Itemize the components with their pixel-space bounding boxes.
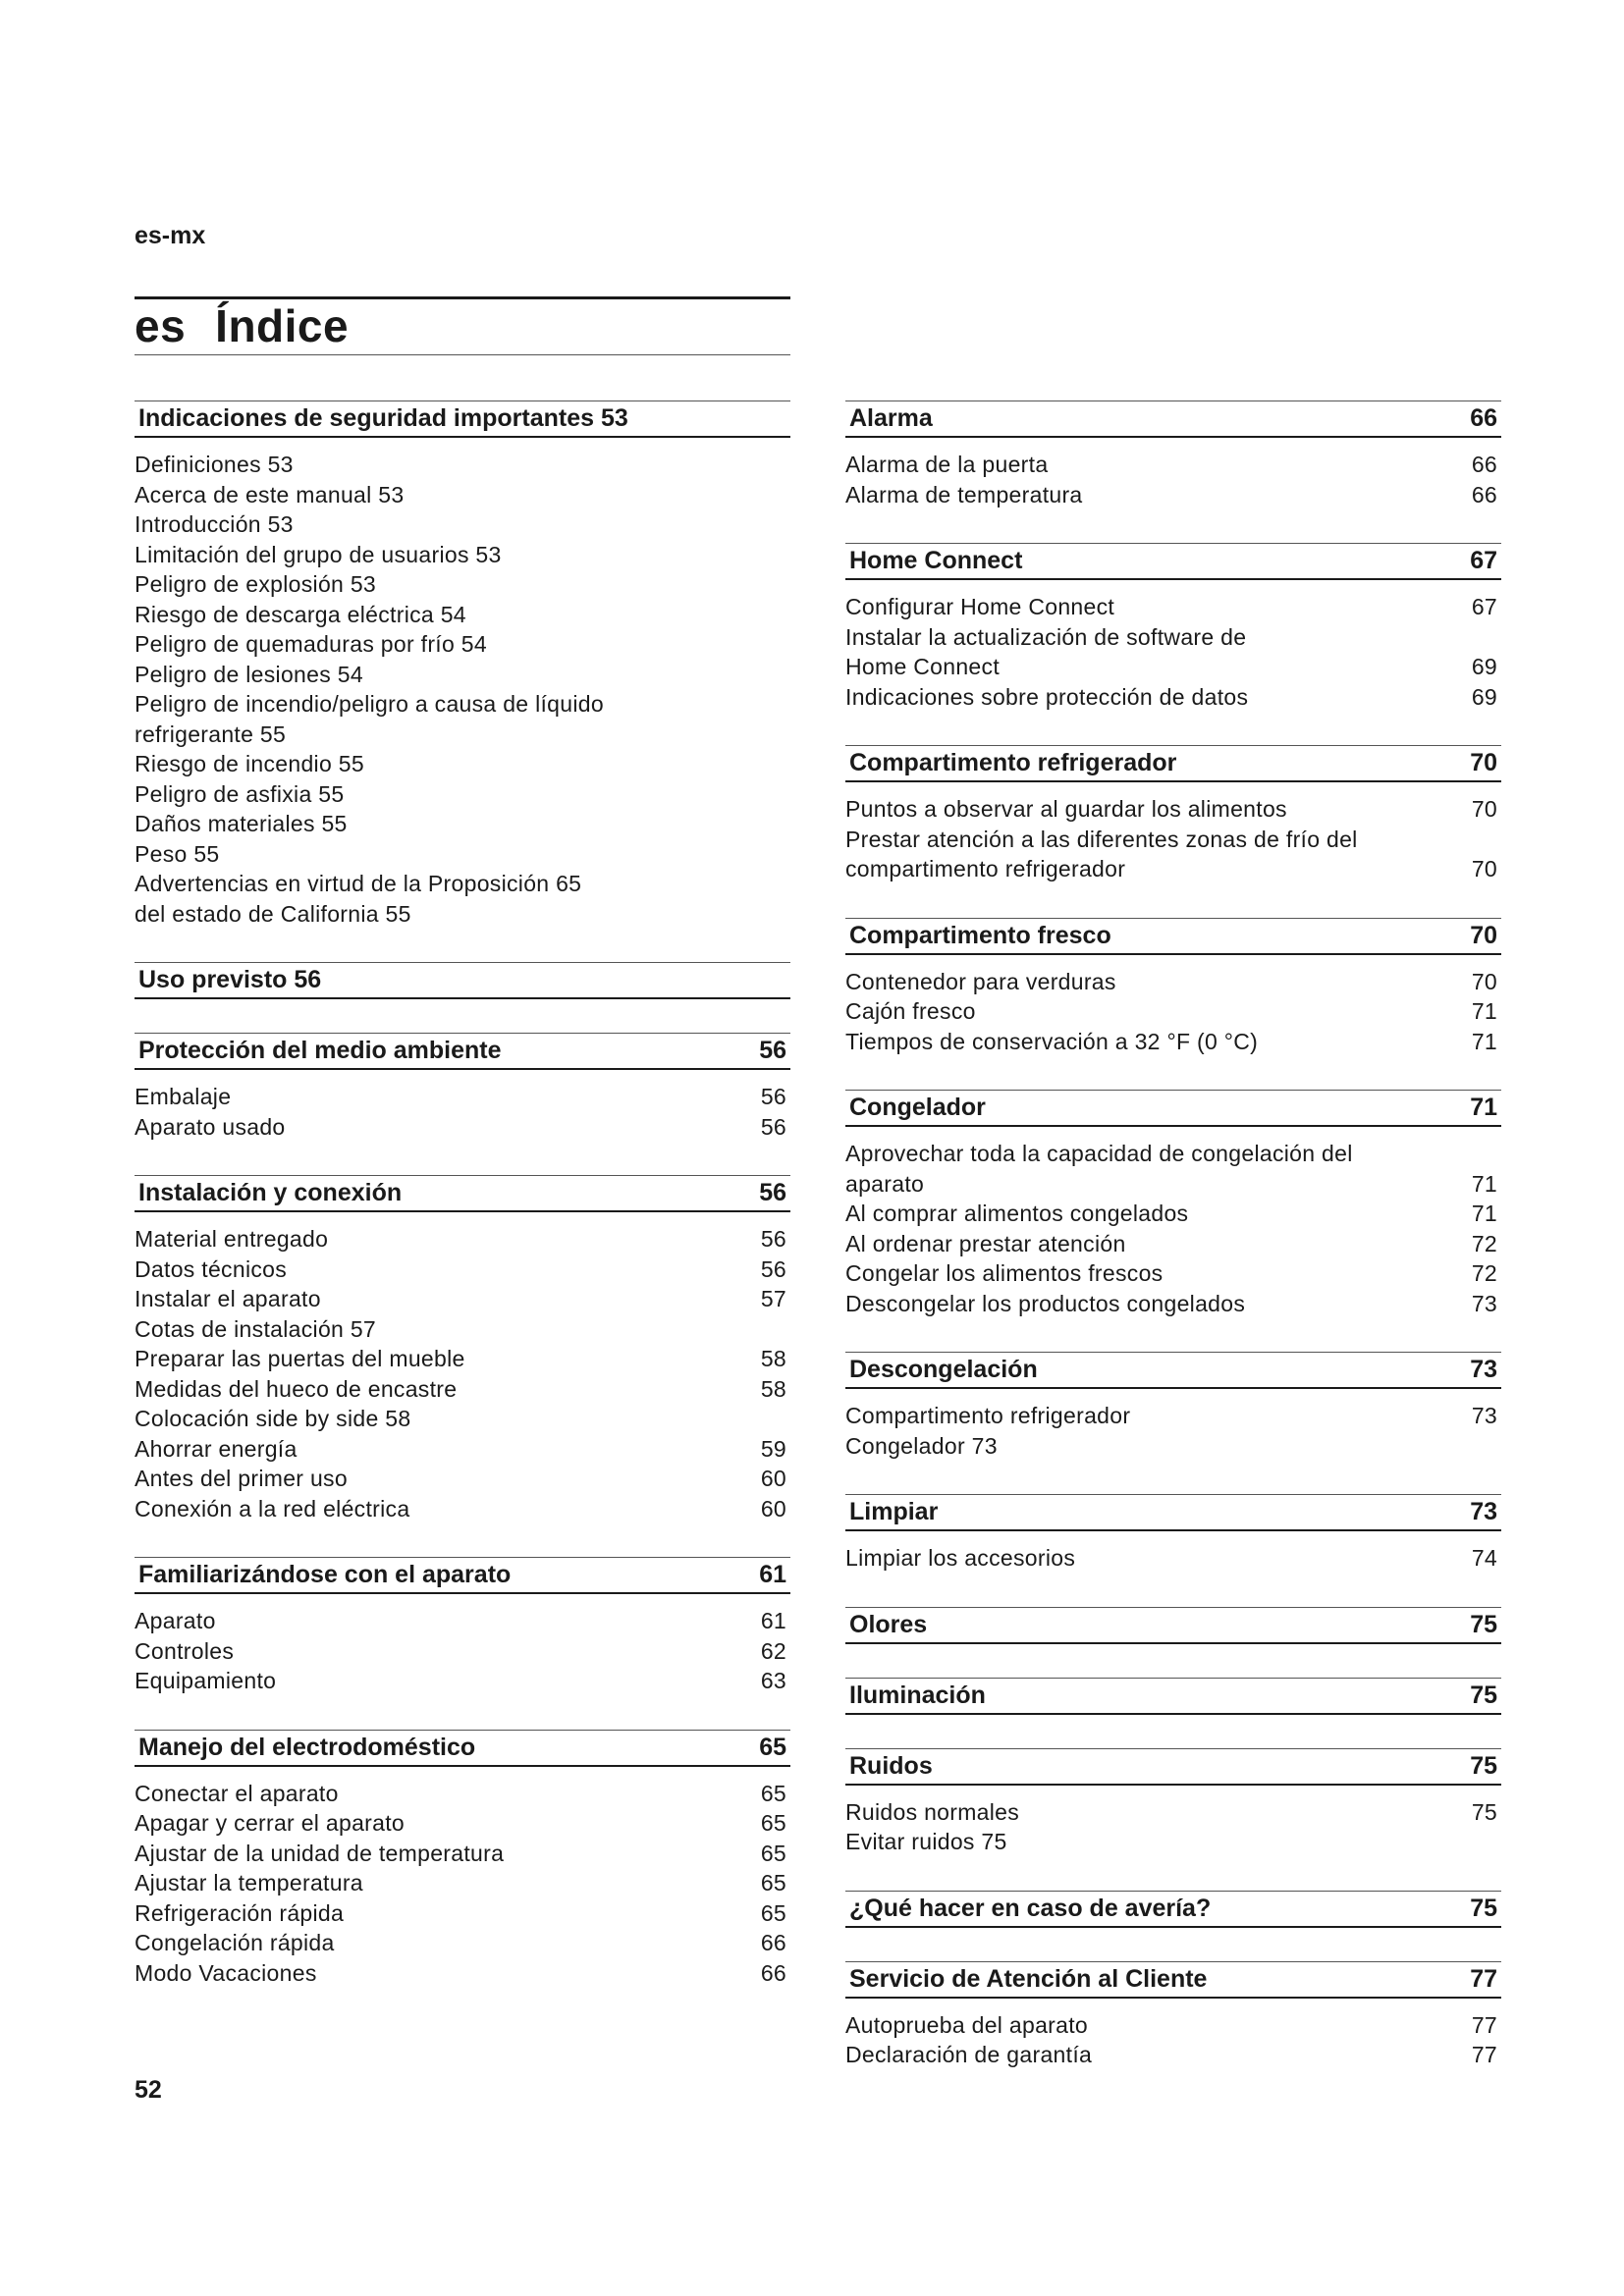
toc-entry[interactable] bbox=[135, 1958, 790, 1989]
entry-text: Peligro de asfixia 55 bbox=[135, 780, 345, 807]
toc-section-heading[interactable] bbox=[845, 1961, 1501, 1999]
toc-right-column bbox=[845, 400, 1501, 2104]
entry-page: 66 bbox=[760, 1959, 786, 1986]
entry-text: Colocación side by side 58 bbox=[135, 1406, 411, 1431]
entry-text: Apagar y cerrar el aparato bbox=[135, 1810, 405, 1836]
entry-text: Aparato bbox=[135, 1608, 216, 1633]
toc-entry[interactable] bbox=[845, 682, 1501, 713]
entry-page: 77 bbox=[1471, 2042, 1497, 2067]
toc-entry[interactable] bbox=[845, 1229, 1501, 1259]
toc-entry[interactable] bbox=[845, 2010, 1501, 2041]
toc-entry[interactable] bbox=[845, 622, 1501, 682]
entry-text: Datos técnicos bbox=[135, 1255, 288, 1282]
section-page: 77 bbox=[1470, 1964, 1497, 1993]
entry-page: 62 bbox=[760, 1637, 786, 1664]
section-title: Manejo del electrodoméstico bbox=[138, 1733, 476, 1761]
toc-section bbox=[135, 400, 790, 929]
toc-entry[interactable] bbox=[135, 1224, 790, 1255]
entry-text: Peligro de incendio/peligro a causa de líquido refrigerante 55 bbox=[135, 691, 604, 747]
entry-text: Introducción 53 bbox=[135, 511, 294, 537]
toc-section-heading[interactable] bbox=[845, 745, 1501, 782]
toc-section-heading[interactable] bbox=[845, 400, 1501, 438]
entry-text: Modo Vacaciones bbox=[135, 1959, 317, 1986]
entry-text: Limitación del grupo de usuarios 53 bbox=[135, 541, 502, 567]
entry-page: 58 bbox=[760, 1375, 786, 1402]
toc-entry[interactable] bbox=[135, 1779, 790, 1809]
toc-section-heading[interactable] bbox=[135, 1730, 790, 1767]
entry-text: Conectar el aparato bbox=[135, 1780, 339, 1806]
toc-section-heading[interactable] bbox=[845, 1748, 1501, 1786]
section-title: Olores bbox=[849, 1610, 928, 1638]
toc-section bbox=[135, 962, 790, 999]
entry-page: 56 bbox=[760, 1226, 786, 1252]
entry-page: 67 bbox=[1471, 594, 1497, 619]
section-page: 70 bbox=[1470, 749, 1497, 776]
entry-text: Equipamiento bbox=[135, 1668, 277, 1693]
toc-section bbox=[845, 1961, 1501, 2070]
toc-entry[interactable] bbox=[135, 509, 790, 540]
title-block bbox=[135, 296, 790, 355]
toc-section bbox=[845, 1494, 1501, 1574]
entry-text: Limpiar los accesorios bbox=[845, 1545, 1076, 1571]
entry-text: Refrigeración rápida bbox=[135, 1899, 345, 1926]
entry-page: 61 bbox=[760, 1608, 786, 1633]
section-title: Familiarizándose con el aparato bbox=[138, 1561, 512, 1588]
entry-text: Prestar atención a las diferentes zonas de frío del compartimento refrigerador bbox=[845, 826, 1358, 881]
toc-entry[interactable] bbox=[135, 1112, 790, 1143]
entry-text: Ahorrar energía bbox=[135, 1435, 298, 1462]
toc-entry[interactable] bbox=[845, 1289, 1501, 1319]
entry-page: 65 bbox=[760, 1870, 786, 1896]
entry-text: Aprovechar toda la capacidad de congelación del aparato bbox=[845, 1141, 1353, 1197]
entry-text: Material entregado bbox=[135, 1226, 329, 1252]
toc-entry[interactable] bbox=[135, 869, 790, 929]
entry-page: 71 bbox=[1471, 1028, 1497, 1054]
toc-section bbox=[845, 918, 1501, 1057]
toc-section bbox=[845, 1748, 1501, 1857]
toc-section bbox=[845, 1607, 1501, 1644]
entry-text: Evitar ruidos 75 bbox=[845, 1829, 1007, 1854]
toc-entry[interactable] bbox=[135, 689, 790, 749]
toc-entry[interactable] bbox=[135, 1868, 790, 1898]
section-title: Uso previsto 56 bbox=[138, 966, 322, 993]
toc-entry[interactable] bbox=[135, 629, 790, 660]
toc-section-heading[interactable] bbox=[845, 918, 1501, 955]
entry-text: Congelar los alimentos frescos bbox=[845, 1260, 1164, 1286]
entry-text: Cotas de instalación 57 bbox=[135, 1315, 376, 1342]
entry-text: Al ordenar prestar atención bbox=[845, 1230, 1126, 1256]
entry-page: 72 bbox=[1471, 1230, 1497, 1256]
section-title: ¿Qué hacer en caso de avería? bbox=[849, 1894, 1212, 1922]
entry-page: 65 bbox=[760, 1780, 786, 1806]
toc-entry[interactable] bbox=[135, 1082, 790, 1112]
toc-section-heading[interactable] bbox=[135, 1175, 790, 1212]
toc-section-heading[interactable] bbox=[135, 1033, 790, 1070]
section-title: Ruidos bbox=[849, 1751, 933, 1780]
section-title: Compartimento refrigerador bbox=[849, 749, 1177, 776]
toc-entry[interactable] bbox=[135, 779, 790, 810]
section-title: Iluminación bbox=[849, 1681, 986, 1709]
toc-left-column bbox=[135, 400, 790, 2021]
section-title: Home Connect bbox=[849, 547, 1023, 574]
entry-page: 72 bbox=[1471, 1260, 1497, 1286]
toc-entry[interactable] bbox=[845, 2040, 1501, 2070]
section-title: Alarma bbox=[849, 404, 933, 432]
toc-section-heading[interactable] bbox=[845, 1607, 1501, 1644]
toc-entry[interactable] bbox=[845, 450, 1501, 480]
toc-entry[interactable] bbox=[135, 1898, 790, 1929]
entry-text: Aparato usado bbox=[135, 1113, 286, 1140]
toc-entry-list bbox=[845, 1797, 1501, 1857]
toc-entry-list bbox=[845, 794, 1501, 884]
entry-page: 70 bbox=[1471, 796, 1497, 822]
entry-page: 73 bbox=[1471, 1290, 1497, 1316]
toc-entry[interactable] bbox=[845, 1139, 1501, 1199]
entry-text: Descongelar los productos congelados bbox=[845, 1290, 1246, 1316]
toc-entry[interactable] bbox=[135, 540, 790, 570]
toc-section bbox=[135, 1175, 790, 1523]
section-page: 75 bbox=[1470, 1751, 1497, 1780]
entry-text: Compartimento refrigerador bbox=[845, 1403, 1131, 1428]
section-title: Servicio de Atención al Cliente bbox=[849, 1964, 1208, 1993]
section-title: Congelador bbox=[849, 1094, 986, 1121]
entry-page: 71 bbox=[1471, 1201, 1497, 1226]
toc-entry[interactable] bbox=[135, 809, 790, 839]
entry-text: Daños materiales 55 bbox=[135, 811, 348, 836]
entry-page: 69 bbox=[1471, 654, 1497, 679]
entry-page: 70 bbox=[1471, 968, 1497, 994]
entry-page: 63 bbox=[760, 1668, 786, 1693]
toc-entry[interactable] bbox=[845, 1027, 1501, 1057]
entry-page: 56 bbox=[760, 1255, 786, 1282]
toc-entry[interactable] bbox=[845, 1543, 1501, 1574]
toc-entry[interactable] bbox=[845, 592, 1501, 622]
toc-entry[interactable] bbox=[845, 1827, 1501, 1857]
entry-text: Embalaje bbox=[135, 1084, 232, 1109]
toc-entry[interactable] bbox=[135, 480, 790, 510]
toc-entry-list bbox=[135, 1082, 790, 1142]
entry-page: 58 bbox=[760, 1346, 786, 1371]
entry-page: 74 bbox=[1471, 1545, 1497, 1571]
toc-entry[interactable] bbox=[135, 1494, 790, 1524]
toc-entry-list bbox=[845, 1401, 1501, 1461]
toc-section-heading[interactable] bbox=[845, 1494, 1501, 1531]
entry-text: Puntos a observar al guardar los alimentos bbox=[845, 796, 1287, 822]
entry-page: 65 bbox=[760, 1899, 786, 1926]
toc-entry[interactable] bbox=[135, 1839, 790, 1869]
section-page: 71 bbox=[1470, 1094, 1497, 1121]
section-title: Protección del medio ambiente bbox=[138, 1037, 502, 1064]
entry-text: Preparar las puertas del mueble bbox=[135, 1346, 465, 1371]
toc-section bbox=[135, 1557, 790, 1696]
section-title: Compartimento fresco bbox=[849, 921, 1111, 949]
section-page: 66 bbox=[1470, 404, 1497, 432]
entry-text: Alarma de la puerta bbox=[845, 452, 1049, 477]
toc-entry[interactable] bbox=[845, 825, 1501, 884]
toc-section-heading[interactable] bbox=[845, 1090, 1501, 1127]
entry-text: Peligro de explosión 53 bbox=[135, 571, 377, 597]
toc-entry-list bbox=[135, 450, 790, 929]
toc-entry-list bbox=[845, 2010, 1501, 2070]
entry-text: Controles bbox=[135, 1637, 235, 1664]
toc-entry[interactable] bbox=[135, 1434, 790, 1465]
toc-entry[interactable] bbox=[845, 967, 1501, 997]
section-page: 75 bbox=[1470, 1681, 1497, 1709]
toc-section-heading[interactable] bbox=[845, 1678, 1501, 1715]
toc-entry[interactable] bbox=[135, 1284, 790, 1314]
entry-page: 77 bbox=[1471, 2011, 1497, 2038]
entry-page: 71 bbox=[1471, 1170, 1497, 1197]
toc-section-heading[interactable] bbox=[135, 400, 790, 438]
section-page: 56 bbox=[759, 1179, 786, 1206]
entry-text: Indicaciones sobre protección de datos bbox=[845, 683, 1249, 710]
toc-entry[interactable] bbox=[845, 996, 1501, 1027]
entry-text: Al comprar alimentos congelados bbox=[845, 1201, 1189, 1226]
entry-text: Medidas del hueco de encastre bbox=[135, 1375, 458, 1402]
toc-entry[interactable] bbox=[135, 1636, 790, 1667]
toc-section bbox=[135, 1033, 790, 1142]
section-page: 56 bbox=[759, 1037, 786, 1064]
toc-section-heading[interactable] bbox=[135, 1557, 790, 1594]
entry-page: 66 bbox=[1471, 481, 1497, 507]
entry-page: 65 bbox=[760, 1810, 786, 1836]
entry-page: 66 bbox=[1471, 452, 1497, 477]
entry-page: 73 bbox=[1471, 1403, 1497, 1428]
toc-entry[interactable] bbox=[135, 1464, 790, 1494]
toc-entry[interactable] bbox=[135, 1808, 790, 1839]
entry-text: Instalar el aparato bbox=[135, 1286, 321, 1311]
entry-text: Conexión a la red eléctrica bbox=[135, 1495, 410, 1522]
toc-entry[interactable] bbox=[135, 1404, 790, 1434]
toc-section-heading[interactable] bbox=[845, 543, 1501, 580]
toc-entry-list bbox=[135, 1779, 790, 1989]
section-page: 75 bbox=[1470, 1610, 1497, 1638]
section-page: 70 bbox=[1470, 921, 1497, 949]
entry-page: 71 bbox=[1471, 998, 1497, 1024]
entry-text: Autoprueba del aparato bbox=[845, 2011, 1089, 2038]
entry-page: 60 bbox=[760, 1466, 786, 1491]
entry-text: Acerca de este manual 53 bbox=[135, 481, 405, 507]
entry-text: Antes del primer uso bbox=[135, 1466, 348, 1491]
entry-text: Instalar la actualización de software de Home Connect bbox=[845, 623, 1247, 679]
toc-section bbox=[845, 543, 1501, 712]
section-title: Indicaciones de seguridad importantes 53 bbox=[138, 404, 628, 432]
toc-section bbox=[845, 1678, 1501, 1715]
entry-page: 66 bbox=[760, 1930, 786, 1955]
toc-entry[interactable] bbox=[135, 450, 790, 480]
section-title: Instalación y conexión bbox=[138, 1179, 403, 1206]
toc-entry[interactable] bbox=[135, 660, 790, 690]
entry-text: Tiempos de conservación a 32 °F (0 °C) bbox=[845, 1028, 1259, 1054]
toc-section bbox=[845, 745, 1501, 884]
entry-text: Congelación rápida bbox=[135, 1930, 335, 1955]
section-page: 73 bbox=[1470, 1498, 1497, 1525]
toc-entry-list bbox=[845, 967, 1501, 1057]
entry-page: 60 bbox=[760, 1495, 786, 1522]
entry-text: Definiciones 53 bbox=[135, 452, 294, 477]
entry-page: 56 bbox=[760, 1084, 786, 1109]
section-page: 61 bbox=[759, 1561, 786, 1588]
toc-section bbox=[845, 1090, 1501, 1318]
toc-entry[interactable] bbox=[135, 1374, 790, 1405]
entry-text: Peligro de quemaduras por frío 54 bbox=[135, 631, 487, 657]
toc-section bbox=[845, 400, 1501, 509]
toc-section bbox=[135, 1730, 790, 1989]
toc-entry[interactable] bbox=[845, 1797, 1501, 1828]
title-text: Índice bbox=[215, 300, 350, 351]
toc-entry-list bbox=[135, 1606, 790, 1696]
entry-text: Riesgo de descarga eléctrica 54 bbox=[135, 601, 466, 627]
toc-section-heading[interactable] bbox=[135, 962, 790, 999]
toc-entry[interactable] bbox=[135, 1928, 790, 1958]
toc-entry-list bbox=[845, 592, 1501, 712]
toc-entry[interactable] bbox=[845, 794, 1501, 825]
toc-entry[interactable] bbox=[135, 749, 790, 779]
toc-entry[interactable] bbox=[845, 480, 1501, 510]
entry-text: Declaración de garantía bbox=[845, 2042, 1093, 2067]
toc-entry[interactable] bbox=[845, 1431, 1501, 1462]
section-title: Descongelación bbox=[849, 1356, 1038, 1383]
entry-text: Peligro de lesiones 54 bbox=[135, 661, 363, 687]
entry-page: 70 bbox=[1471, 856, 1497, 881]
toc-entry[interactable] bbox=[135, 839, 790, 870]
toc-entry[interactable] bbox=[135, 600, 790, 630]
entry-text: Cajón fresco bbox=[845, 998, 976, 1024]
toc-entry-list bbox=[845, 1543, 1501, 1574]
language-code: es-mx bbox=[135, 222, 206, 249]
toc-entry[interactable] bbox=[845, 1401, 1501, 1431]
section-title: Limpiar bbox=[849, 1498, 939, 1525]
entry-text: Configurar Home Connect bbox=[845, 594, 1115, 619]
entry-text: Ruidos normales bbox=[845, 1798, 1020, 1825]
entry-text: Ajustar de la unidad de temperatura bbox=[135, 1840, 505, 1866]
entry-text: Contenedor para verduras bbox=[845, 968, 1116, 994]
toc-entry[interactable] bbox=[135, 1344, 790, 1374]
entry-page: 56 bbox=[760, 1113, 786, 1140]
section-page: 75 bbox=[1470, 1894, 1497, 1922]
toc-section bbox=[845, 1891, 1501, 1928]
toc-section-heading[interactable] bbox=[845, 1891, 1501, 1928]
entry-page: 59 bbox=[760, 1435, 786, 1462]
entry-text: Riesgo de incendio 55 bbox=[135, 751, 364, 776]
section-page: 65 bbox=[759, 1733, 786, 1761]
toc-entry[interactable] bbox=[845, 1199, 1501, 1229]
toc-entry[interactable] bbox=[135, 1314, 790, 1345]
toc-entry[interactable] bbox=[135, 1666, 790, 1696]
toc-entry[interactable] bbox=[135, 1606, 790, 1636]
toc-section-heading[interactable] bbox=[845, 1352, 1501, 1389]
entry-page: 69 bbox=[1471, 683, 1497, 710]
entry-page: 57 bbox=[760, 1286, 786, 1311]
toc-entry-list bbox=[135, 1224, 790, 1523]
toc-entry-list bbox=[845, 1139, 1501, 1318]
toc-entry[interactable] bbox=[135, 1255, 790, 1285]
page-number: 52 bbox=[135, 2076, 162, 2104]
section-page: 67 bbox=[1470, 547, 1497, 574]
entry-text: Advertencias en virtud de la Proposición 65 del estado de California 55 bbox=[135, 871, 582, 927]
toc-entry-list bbox=[845, 450, 1501, 509]
entry-text: Ajustar la temperatura bbox=[135, 1870, 363, 1896]
entry-page: 65 bbox=[760, 1840, 786, 1866]
entry-text: Congelador 73 bbox=[845, 1432, 998, 1459]
entry-page: 75 bbox=[1471, 1798, 1497, 1825]
toc-entry[interactable] bbox=[135, 569, 790, 600]
entry-text: Peso 55 bbox=[135, 840, 220, 867]
page-title bbox=[135, 299, 790, 352]
title-prefix: es bbox=[135, 300, 187, 351]
toc-entry[interactable] bbox=[845, 1258, 1501, 1289]
toc-section bbox=[845, 1352, 1501, 1461]
section-page: 73 bbox=[1470, 1356, 1497, 1383]
entry-text: Alarma de temperatura bbox=[845, 481, 1083, 507]
